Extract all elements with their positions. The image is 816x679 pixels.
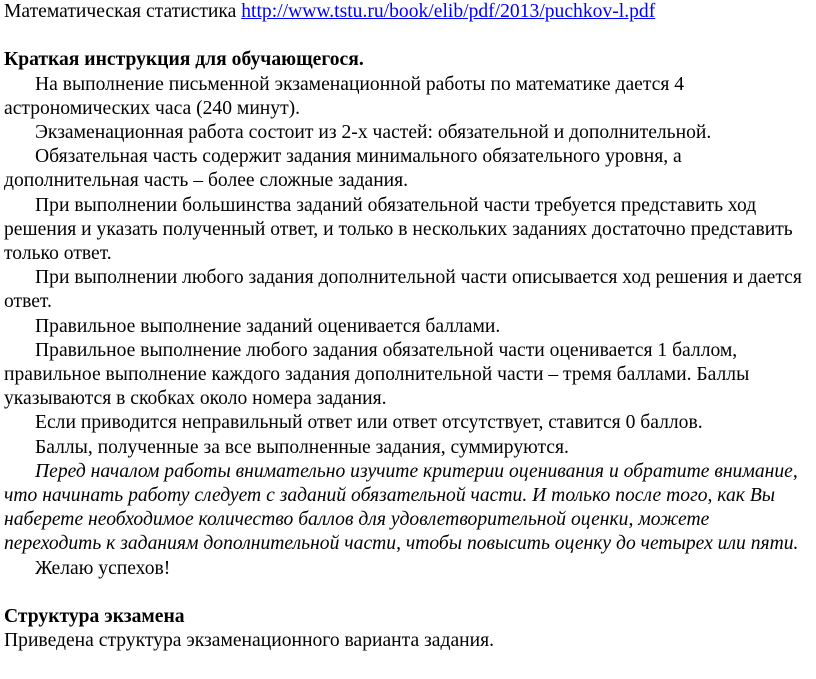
- instruction-paragraph-2: Экзаменационная работа состоит из 2-х частей: обязательной и дополнительной.: [35, 122, 712, 143]
- instruction-paragraph-7: Правильное выполнение любого задания обязательной части оценивается 1 баллом, правильное выполнение каждого задания дополнительной части – тремя баллами. Баллы указываются в скобках около номера задания.: [4, 339, 750, 410]
- instruction-paragraph-3: Обязательная часть содержит задания минимального обязательного уровня, а дополнительная часть – более сложные задания.: [4, 146, 682, 192]
- italic-note: Перед началом работы внимательно изучите критерии оценивания и обратите внимание, что начинать работу следует с заданий обязательной части. И только после того, как Вы наберете необходимое количество баллов для удовлетворительной оценки, можете переходить к заданиям дополнительной части, чтобы повысить оценку до четырех или пяти.: [4, 460, 799, 555]
- subject-title: Математическая статистика: [4, 1, 237, 22]
- instructions-heading: Краткая инструкция для обучающегося.: [4, 49, 364, 71]
- source-link[interactable]: http://www.tstu.ru/book/elib/pdf/2013/puchkov-l.pdf: [241, 1, 656, 22]
- instruction-paragraph-1: На выполнение письменной экзаменационной работы по математике дается 4 астрономических часа (240 минут).: [4, 73, 685, 119]
- instruction-paragraph-6: Правильное выполнение заданий оценивается баллами.: [35, 315, 501, 337]
- wish-text: Желаю успехов!: [35, 557, 171, 579]
- structure-heading: Структура экзамена: [4, 606, 185, 628]
- instruction-paragraph-8: Если приводится неправильный ответ или ответ отсутствует, ставится 0 баллов.: [35, 412, 703, 434]
- instruction-paragraph-5: При выполнении любого задания дополнительной части описывается ход решения и дается ответ.: [4, 267, 802, 313]
- instruction-paragraph-4: При выполнении большинства заданий обязательной части требуется представить ход решения и указать полученный ответ, и только в нескольких заданиях достаточно представить только ответ.: [4, 194, 793, 265]
- spacer: [4, 24, 804, 48]
- spacer: [4, 581, 804, 605]
- instruction-paragraph-9: Баллы, полученные за все выполненные задания, суммируются.: [35, 436, 569, 458]
- structure-text: Приведена структура экзаменационного варианта задания.: [4, 630, 495, 652]
- document-header: [4, 0, 804, 24]
